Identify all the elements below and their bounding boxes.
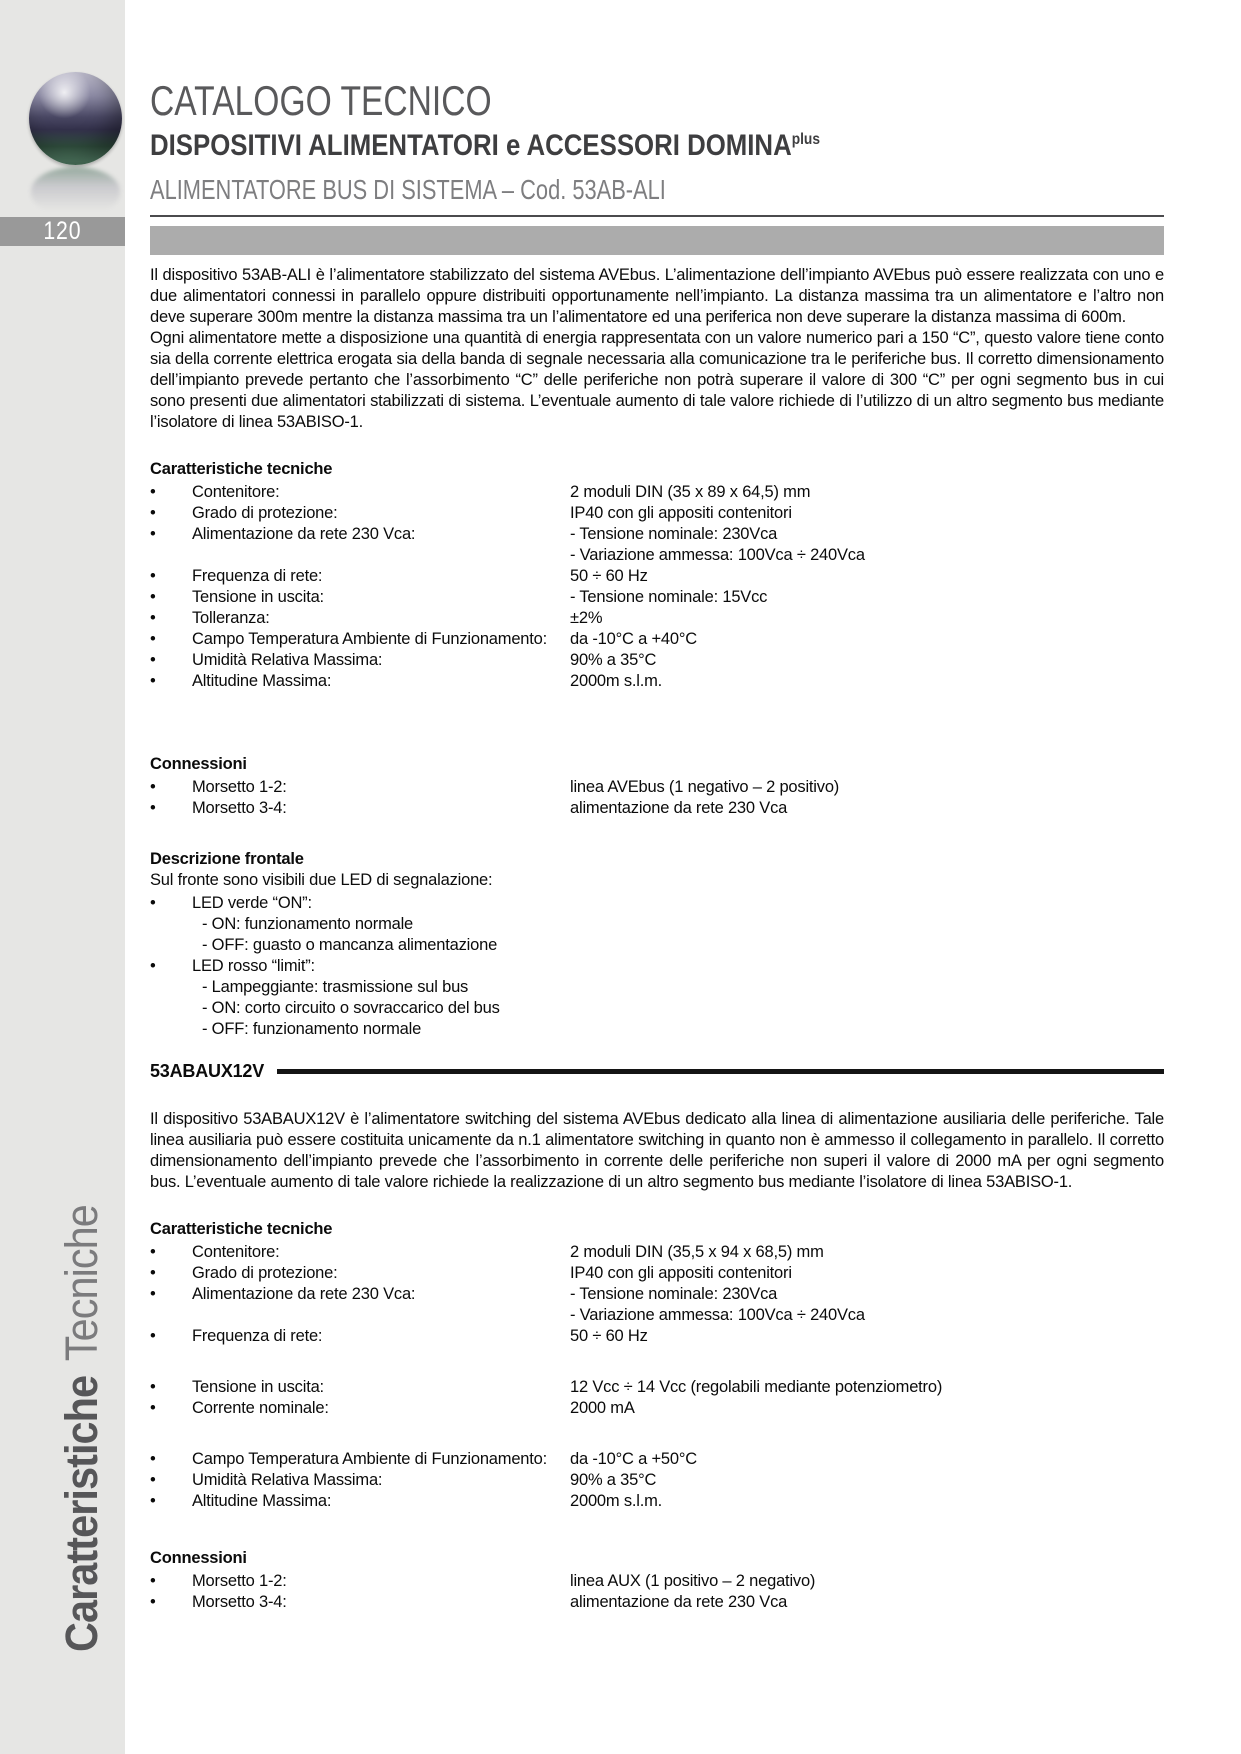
bullet-icon	[150, 671, 192, 692]
spec-value-line: - Variazione ammessa: 100Vca ÷ 240Vca	[570, 1306, 865, 1324]
spec-row	[150, 566, 1164, 587]
sidebar-vertical-title	[56, 1205, 108, 1652]
page-number-badge	[0, 217, 125, 246]
section2-model-heading	[150, 1061, 1164, 1082]
connection-label: Morsetto 3-4:	[192, 799, 287, 817]
section1-spec-list	[150, 482, 1164, 692]
spec-value: 90% a 35°C	[570, 1471, 657, 1489]
bullet-icon	[150, 482, 192, 503]
connection-label: Morsetto 1-2:	[192, 778, 287, 796]
led-state-line: - Lampeggiante: trasmissione sul bus	[202, 978, 469, 996]
section1-specs-heading: Caratteristiche tecniche	[150, 460, 333, 478]
catalog-subtitle-sup: plus	[791, 131, 820, 148]
bullet-icon	[150, 1398, 192, 1419]
spec-value: 12 Vcc ÷ 14 Vcc (regolabili mediante potenziometro)	[570, 1378, 943, 1396]
spec-row	[150, 650, 1164, 671]
spec-value: 90% a 35°C	[570, 651, 657, 669]
spec-label: Alimentazione da rete 230 Vca:	[192, 1285, 416, 1303]
model-heading-rule	[277, 1069, 1164, 1074]
spec-label: Alimentazione da rete 230 Vca:	[192, 525, 416, 543]
bullet-icon	[150, 503, 192, 524]
led-label: LED rosso “limit”:	[192, 957, 315, 975]
bullet-icon	[150, 608, 192, 629]
connection-row	[150, 798, 1164, 819]
section2-connections-heading: Connessioni	[150, 1549, 247, 1567]
spec-value: 50 ÷ 60 Hz	[570, 567, 648, 585]
spec-value: 2 moduli DIN (35 x 89 x 64,5) mm	[570, 483, 811, 501]
connection-label: Morsetto 1-2:	[192, 1572, 287, 1590]
connection-label: Morsetto 3-4:	[192, 1593, 287, 1611]
header-gray-bar	[150, 226, 1164, 255]
spec-label: Frequenza di rete:	[192, 567, 323, 585]
spec-row	[150, 1491, 1164, 1512]
led-list	[150, 893, 1164, 1040]
led-state-line: - OFF: funzionamento normale	[202, 1020, 422, 1038]
bullet-icon	[150, 650, 192, 671]
bullet-icon	[150, 956, 192, 977]
spec-value: da -10°C a +40°C	[570, 630, 697, 648]
spec-value: 2000 mA	[570, 1399, 635, 1417]
section2-specs-heading: Caratteristiche tecniche	[150, 1220, 333, 1238]
connection-value: alimentazione da rete 230 Vca	[570, 799, 788, 817]
spec-label: Tensione in uscita:	[192, 588, 324, 606]
front-description-heading: Descrizione frontale	[150, 850, 304, 868]
led-state-line: - ON: corto circuito o sovraccarico del bus	[202, 999, 500, 1017]
body-text	[150, 265, 1164, 1613]
sphere-logo-icon	[29, 72, 122, 165]
sidebar-title-bold: Caratteristiche	[56, 1375, 107, 1652]
spec-row	[150, 1263, 1164, 1284]
spec-row	[150, 1242, 1164, 1263]
catalog-subtitle	[150, 131, 1022, 161]
spec-row	[150, 524, 1164, 566]
bullet-icon	[150, 1242, 192, 1263]
led-item	[150, 956, 1164, 977]
connection-row	[150, 777, 1164, 798]
section2-intro-p1: Il dispositivo 53ABAUX12V è l’alimentatore switching del sistema AVEbus dedicato alla linea di alimentazione ausiliaria delle periferiche. Tale linea ausiliaria può essere costituita unicamente da n.1 alimentatore switching in quanto non è ammesso il collegamento in parallelo. Il corretto dimensionamento dell’impianto prevede che l’assorbimento in corrente delle periferiche non superi il valore di 2000 mA per ogni segmento bus. L’eventuale aumento di tale valore richiede la realizzazione di un altro segmento bus mediante l’isolatore di linea 53ABISO-1.	[150, 1110, 1164, 1191]
spec-label: Umidità Relativa Massima:	[192, 1471, 383, 1489]
spec-row	[150, 503, 1164, 524]
bullet-icon	[150, 1284, 192, 1305]
title-rule	[150, 215, 1164, 217]
spec-label: Frequenza di rete:	[192, 1327, 323, 1345]
spec-value: IP40 con gli appositi contenitori	[570, 504, 792, 522]
spec-value: ±2%	[570, 609, 603, 627]
connection-value: alimentazione da rete 230 Vca	[570, 1593, 788, 1611]
section1-intro-p2: Ogni alimentatore mette a disposizione una quantità di energia rappresentata con un valore numerico pari a 150 “C”, questo valore tiene conto sia della corrente elettrica erogata sia della banda di segnale necessaria alla comunicazione tra le periferiche bus. Il corretto dimensionamento dell’impianto prevede pertanto che l’assorbimento “C” delle periferiche non potrà superare il valore di 300 “C” per ogni segmento bus in cui sono presenti due alimentatori stabilizzati di sistema. L’eventuale aumento di tale valore richiede di l’utilizzo di un altro segmento bus mediante l’isolatore di linea 53ABISO-1.	[150, 329, 1164, 431]
bullet-icon	[150, 524, 192, 545]
bullet-icon	[150, 1263, 192, 1284]
spec-label: Umidità Relativa Massima:	[192, 651, 383, 669]
bullet-icon	[150, 798, 192, 819]
spec-label: Altitudine Massima:	[192, 672, 332, 690]
bullet-icon	[150, 1449, 192, 1470]
spec-value-line: - Variazione ammessa: 100Vca ÷ 240Vca	[570, 546, 865, 564]
bullet-icon	[150, 587, 192, 608]
connection-value: linea AUX (1 positivo – 2 negativo)	[570, 1572, 816, 1590]
spec-row	[150, 1470, 1164, 1491]
spec-label: Campo Temperatura Ambiente di Funzionamento:	[192, 630, 548, 648]
catalog-title: CATALOGO TECNICO	[150, 77, 492, 124]
spec-label: Contenitore:	[192, 483, 280, 501]
spec-label: Grado di protezione:	[192, 1264, 338, 1282]
spec-value-line: - Tensione nominale: 230Vca	[570, 525, 778, 543]
spec-row	[150, 1326, 1164, 1347]
bullet-icon	[150, 1326, 192, 1347]
sphere-logo-reflection	[31, 167, 120, 215]
section2-intro	[150, 1109, 1164, 1193]
spec-label: Campo Temperatura Ambiente di Funzionamento:	[192, 1450, 548, 1468]
spec-label: Altitudine Massima:	[192, 1492, 332, 1510]
spec-row	[150, 629, 1164, 650]
spec-value: 2000m s.l.m.	[570, 672, 663, 690]
model-code: 53ABAUX12V	[150, 1061, 265, 1081]
sidebar-title-light: Tecniche	[56, 1205, 107, 1362]
spec-label: Tolleranza:	[192, 609, 270, 627]
spec-value: IP40 con gli appositi contenitori	[570, 1264, 792, 1282]
spec-value-line: - Tensione nominale: 230Vca	[570, 1285, 778, 1303]
spec-value	[570, 524, 1164, 566]
main-content	[150, 0, 1164, 1613]
spec-row	[150, 608, 1164, 629]
spec-value: 2 moduli DIN (35,5 x 94 x 68,5) mm	[570, 1243, 824, 1261]
connection-row	[150, 1571, 1164, 1592]
section1-connections-list	[150, 777, 1164, 819]
product-title: ALIMENTATORE BUS DI SISTEMA – Cod. 53AB-ALI	[150, 174, 666, 205]
connection-value: linea AVEbus (1 negativo – 2 positivo)	[570, 778, 840, 796]
spec-label: Corrente nominale:	[192, 1399, 329, 1417]
section1-intro-p1: Il dispositivo 53AB-ALI è l’alimentatore stabilizzato del sistema AVEbus. L’alimentazione dell’impianto AVEbus può essere realizzata con uno e due alimentatori connessi in parallelo oppure distribuiti opportunamente nell’impianto. La distanza massima tra un alimentatore e l’altro non deve superare 300m mentre la distanza massima tra un l’alimentatore ed una periferica non deve superare la distanza massima di 600m.	[150, 266, 1164, 326]
section1-intro	[150, 265, 1164, 433]
front-description-intro: Sul fronte sono visibili due LED di segnalazione:	[150, 871, 493, 889]
bullet-icon	[150, 1592, 192, 1613]
bullet-icon	[150, 1571, 192, 1592]
spec-row	[150, 1449, 1164, 1470]
spec-row	[150, 1377, 1164, 1398]
connection-row	[150, 1592, 1164, 1613]
bullet-icon	[150, 629, 192, 650]
spec-row	[150, 1284, 1164, 1326]
spec-label: Contenitore:	[192, 1243, 280, 1261]
page-number: 120	[43, 217, 82, 245]
section1-connections-heading: Connessioni	[150, 755, 247, 773]
section2-spec-list	[150, 1242, 1164, 1512]
bullet-icon	[150, 777, 192, 798]
spec-row	[150, 671, 1164, 692]
spec-value: - Tensione nominale: 15Vcc	[570, 588, 768, 606]
bullet-icon	[150, 1377, 192, 1398]
bullet-icon	[150, 1470, 192, 1491]
left-sidebar	[0, 0, 125, 1754]
catalog-subtitle-text: DISPOSITIVI ALIMENTATORI e ACCESSORI DOMINA	[150, 129, 792, 162]
led-item	[150, 893, 1164, 914]
spec-row	[150, 587, 1164, 608]
section2-connections-list	[150, 1571, 1164, 1613]
spec-label: Grado di protezione:	[192, 504, 338, 522]
bullet-icon	[150, 1491, 192, 1512]
spec-row	[150, 482, 1164, 503]
bullet-icon	[150, 893, 192, 914]
spec-row	[150, 1398, 1164, 1419]
bullet-icon	[150, 566, 192, 587]
led-state-line: - ON: funzionamento normale	[202, 915, 414, 933]
spec-label: Tensione in uscita:	[192, 1378, 324, 1396]
spec-value: 50 ÷ 60 Hz	[570, 1327, 648, 1345]
led-state-line: - OFF: guasto o mancanza alimentazione	[202, 936, 498, 954]
spec-value: da -10°C a +50°C	[570, 1450, 697, 1468]
led-label: LED verde “ON”:	[192, 894, 312, 912]
spec-value: 2000m s.l.m.	[570, 1492, 663, 1510]
spec-value	[570, 1284, 1164, 1326]
